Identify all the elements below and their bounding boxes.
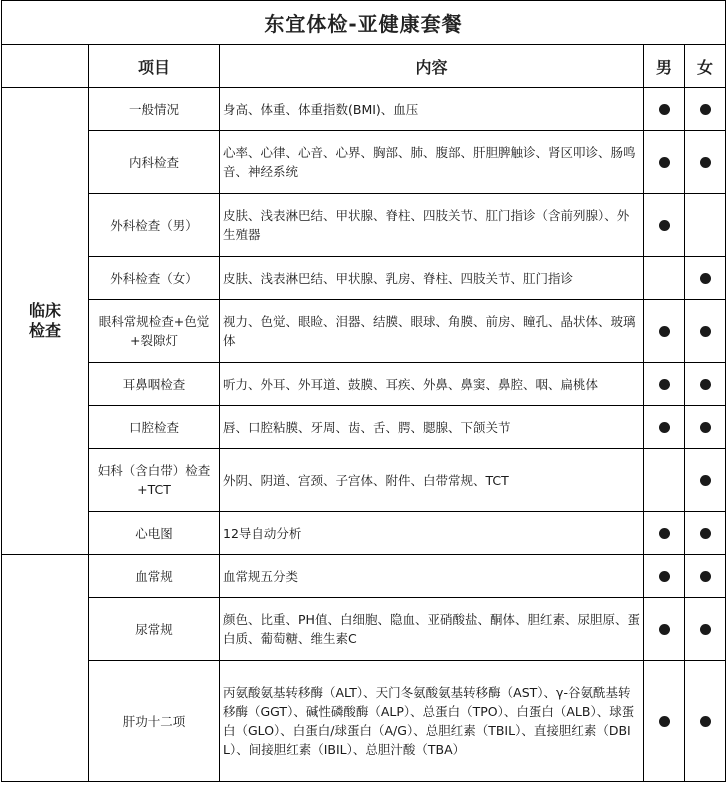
item-content: 心率、心律、心音、心界、胸部、肺、腹部、肝胆脾触诊、肾区叩诊、肠鸣音、神经系统	[220, 131, 644, 194]
male-mark-cell	[644, 131, 685, 194]
item-name: 内科检查	[89, 131, 220, 194]
item-name: 外科检查（男）	[89, 194, 220, 257]
filled-dot-icon	[700, 716, 711, 727]
package-table	[1, 0, 726, 782]
female-mark-cell	[685, 555, 726, 598]
item-name: 尿常规	[89, 598, 220, 661]
table-row	[2, 257, 726, 300]
item-name: 眼科常规检查+色觉+裂隙灯	[89, 300, 220, 363]
filled-dot-icon	[700, 422, 711, 433]
filled-dot-icon	[659, 624, 670, 635]
item-name: 血常规	[89, 555, 220, 598]
table-row	[2, 406, 726, 449]
header-male: 男	[644, 45, 685, 88]
item-content: 皮肤、浅表淋巴结、甲状腺、脊柱、四肢关节、肛门指诊（含前列腺）、外生殖器	[220, 194, 644, 257]
table-row	[2, 555, 726, 598]
female-mark-cell	[685, 88, 726, 131]
female-mark-cell	[685, 257, 726, 300]
female-mark-cell	[685, 363, 726, 406]
female-mark-cell	[685, 406, 726, 449]
table-row	[2, 449, 726, 512]
item-content: 颜色、比重、PH值、白细胞、隐血、亚硝酸盐、酮体、胆红素、尿胆原、蛋白质、葡萄糖、维生素C	[220, 598, 644, 661]
filled-dot-icon	[659, 220, 670, 231]
table-row	[2, 88, 726, 131]
item-content: 身高、体重、体重指数(BMI)、血压	[220, 88, 644, 131]
filled-dot-icon	[700, 273, 711, 284]
filled-dot-icon	[700, 157, 711, 168]
filled-dot-icon	[659, 571, 670, 582]
item-content: 丙氨酸氨基转移酶（ALT）、天门冬氨酸氨基转移酶（AST）、γ-谷氨酰基转移酶（GGT）、碱性磷酸酶（ALP）、总蛋白（TPO）、白蛋白（ALB）、球蛋白（GLO）、白蛋白/球蛋白（A/G）、总胆红素（TBIL）、直接胆红素（DBIL）、间接胆红素（IBIL）、总胆汁酸（TBA）	[220, 661, 644, 782]
header-category	[2, 45, 89, 88]
filled-dot-icon	[659, 157, 670, 168]
filled-dot-icon	[659, 528, 670, 539]
table-row	[2, 598, 726, 661]
header-content: 内容	[220, 45, 644, 88]
filled-dot-icon	[700, 624, 711, 635]
female-mark-cell	[685, 661, 726, 782]
male-mark-cell	[644, 449, 685, 512]
header-item: 项目	[89, 45, 220, 88]
male-mark-cell	[644, 300, 685, 363]
item-name: 外科检查（女）	[89, 257, 220, 300]
male-mark-cell	[644, 88, 685, 131]
male-mark-cell	[644, 598, 685, 661]
item-content: 外阴、阴道、宫颈、子宫体、附件、白带常规、TCT	[220, 449, 644, 512]
male-mark-cell	[644, 194, 685, 257]
filled-dot-icon	[700, 571, 711, 582]
item-name: 妇科（含白带）检查+TCT	[89, 449, 220, 512]
item-content: 血常规五分类	[220, 555, 644, 598]
male-mark-cell	[644, 512, 685, 555]
item-name: 一般情况	[89, 88, 220, 131]
item-name: 心电图	[89, 512, 220, 555]
category-cell	[2, 88, 89, 555]
category-cell	[2, 555, 89, 782]
male-mark-cell	[644, 406, 685, 449]
item-name: 口腔检查	[89, 406, 220, 449]
item-content: 视力、色觉、眼睑、泪器、结膜、眼球、角膜、前房、瞳孔、晶状体、玻璃体	[220, 300, 644, 363]
filled-dot-icon	[659, 379, 670, 390]
female-mark-cell	[685, 300, 726, 363]
item-name: 耳鼻咽检查	[89, 363, 220, 406]
filled-dot-icon	[700, 326, 711, 337]
female-mark-cell	[685, 598, 726, 661]
female-mark-cell	[685, 449, 726, 512]
table-row	[2, 661, 726, 782]
male-mark-cell	[644, 257, 685, 300]
male-mark-cell	[644, 363, 685, 406]
filled-dot-icon	[700, 475, 711, 486]
male-mark-cell	[644, 661, 685, 782]
filled-dot-icon	[700, 379, 711, 390]
table-row	[2, 131, 726, 194]
female-mark-cell	[685, 131, 726, 194]
header-row	[2, 45, 726, 88]
table-row	[2, 194, 726, 257]
header-female: 女	[685, 45, 726, 88]
item-content: 皮肤、浅表淋巴结、甲状腺、乳房、脊柱、四肢关节、肛门指诊	[220, 257, 644, 300]
package-title: 东宜体检-亚健康套餐	[2, 1, 726, 45]
table-row	[2, 512, 726, 555]
item-content: 唇、口腔粘膜、牙周、齿、舌、腭、腮腺、下颌关节	[220, 406, 644, 449]
filled-dot-icon	[700, 528, 711, 539]
item-name: 肝功十二项	[89, 661, 220, 782]
item-content: 听力、外耳、外耳道、鼓膜、耳疾、外鼻、鼻窦、鼻腔、咽、扁桃体	[220, 363, 644, 406]
filled-dot-icon	[659, 326, 670, 337]
table-row	[2, 363, 726, 406]
table-row	[2, 300, 726, 363]
filled-dot-icon	[700, 104, 711, 115]
category-label: 临床检查	[28, 301, 61, 340]
item-content: 12导自动分析	[220, 512, 644, 555]
filled-dot-icon	[659, 716, 670, 727]
female-mark-cell	[685, 512, 726, 555]
filled-dot-icon	[659, 422, 670, 433]
male-mark-cell	[644, 555, 685, 598]
filled-dot-icon	[659, 104, 670, 115]
female-mark-cell	[685, 194, 726, 257]
